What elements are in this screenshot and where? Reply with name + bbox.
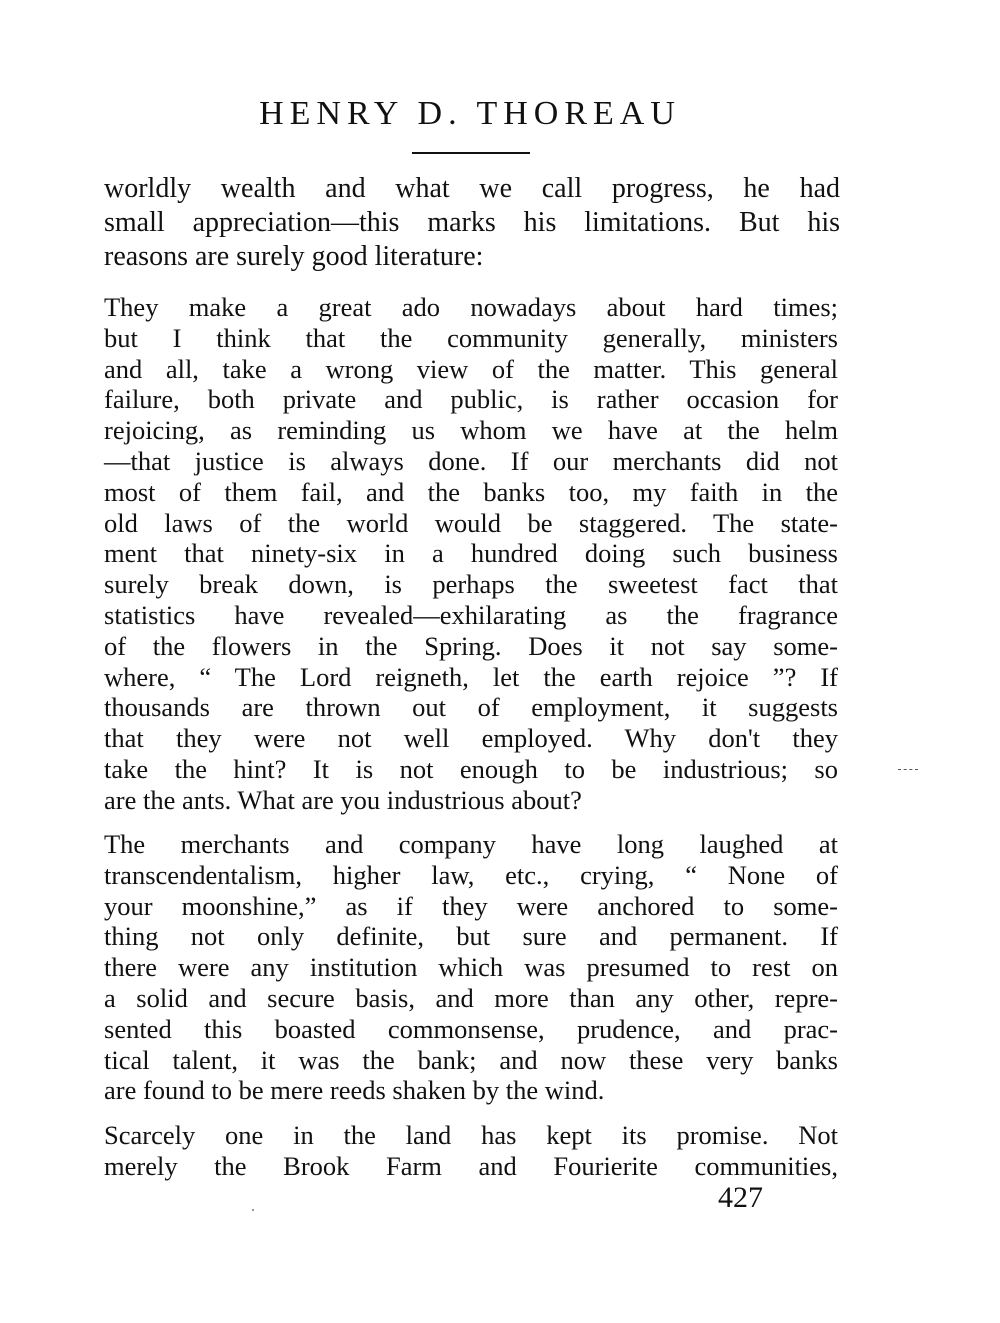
text-line: failure, both private and public, is rather occasion for <box>104 384 838 415</box>
text-line: merely the Brook Farm and Fourierite communities, <box>104 1150 838 1181</box>
text-line: but I think that the community generally, ministers <box>104 322 838 353</box>
text-line: rejoicing, as reminding us whom we have at the helm <box>104 415 838 446</box>
text-line: thousands are thrown out of employment, it suggests <box>104 692 838 723</box>
header-rule <box>412 152 530 154</box>
text-line: thing not only definite, but sure and permanent. If <box>104 921 838 952</box>
text-line: old laws of the world would be staggered. The state- <box>104 507 838 538</box>
text-line: tical talent, it was the bank; and now these very banks <box>104 1044 838 1075</box>
text-line: take the hint? It is not enough to be industrious; so <box>104 753 838 784</box>
quotation-paragraph-2 <box>104 829 838 1106</box>
text-line: most of them fail, and the banks too, my faith in the <box>104 476 838 507</box>
print-speck <box>252 1209 254 1211</box>
text-line: reasons are surely good literature: <box>104 241 484 272</box>
page-number: 427 <box>718 1181 763 1214</box>
text-line: are found to be mere reeds shaken by the wind. <box>104 1075 605 1106</box>
text-line: your moonshine,” as if they were anchored to some- <box>104 890 838 921</box>
margin-mark <box>898 769 918 770</box>
text-line: —that justice is always done. If our merchants did not <box>104 445 838 476</box>
text-line: worldly wealth and what we call progress, he had <box>104 173 840 204</box>
text-line: that they were not well employed. Why don't they <box>104 723 838 754</box>
intro-paragraph <box>104 172 840 274</box>
text-line: a solid and secure basis, and more than any other, repre- <box>104 982 838 1013</box>
text-line: small appreciation—this marks his limitations. But his <box>104 207 840 238</box>
running-head: HENRY D. THOREAU <box>259 95 681 132</box>
text-line: of the flowers in the Spring. Does it not say some- <box>104 630 838 661</box>
text-line: there were any institution which was presumed to rest on <box>104 952 838 983</box>
text-line: They make a great ado nowadays about hard times; <box>104 292 838 322</box>
text-line: are the ants. What are you industrious about? <box>104 784 582 815</box>
text-line: ment that ninety-six in a hundred doing such business <box>104 538 838 569</box>
text-line: and all, take a wrong view of the matter. This general <box>104 353 838 384</box>
quotation-paragraph-3 <box>104 1120 838 1182</box>
text-line: statistics have revealed—exhilarating as the fragrance <box>104 599 838 630</box>
text-line: surely break down, is perhaps the sweetest fact that <box>104 569 838 600</box>
quotation-paragraph-1 <box>104 292 838 816</box>
text-line: The merchants and company have long laughed at <box>104 829 838 859</box>
text-line: sented this boasted commonsense, prudence, and prac- <box>104 1013 838 1044</box>
text-line: Scarcely one in the land has kept its promise. Not <box>104 1120 838 1150</box>
text-line: where, “ The Lord reigneth, let the earth rejoice ”? If <box>104 661 838 692</box>
text-line: transcendentalism, higher law, etc., crying, “ None of <box>104 859 838 890</box>
